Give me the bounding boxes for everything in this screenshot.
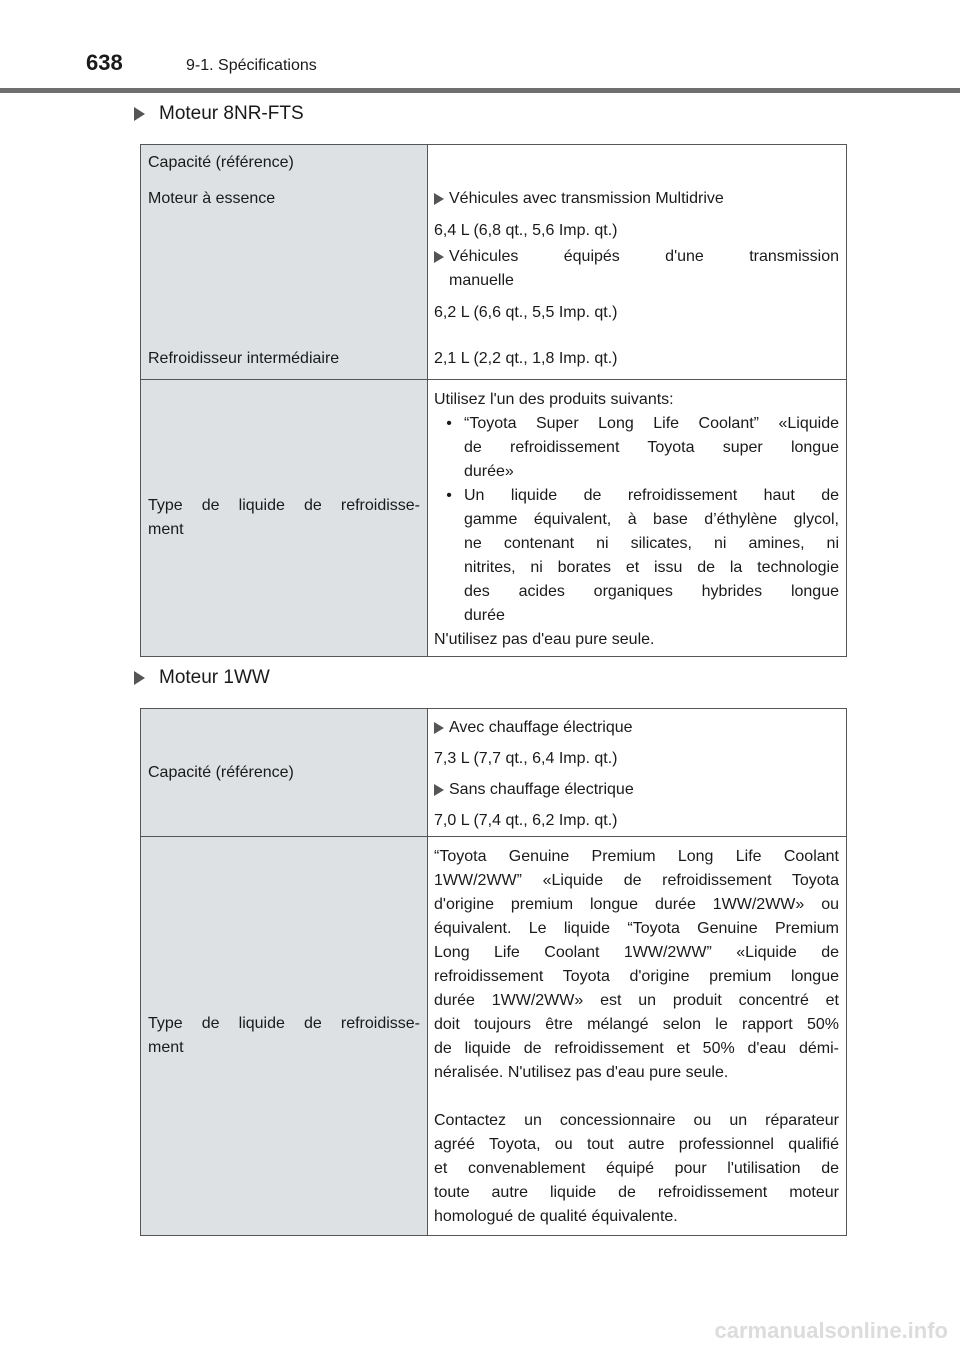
- intercooler-value: 2,1 L (2,2 qt., 1,8 Imp. qt.): [434, 350, 618, 367]
- table-row-capacity: [141, 145, 847, 380]
- multidrive-label: Véhicules avec transmission Multidrive: [449, 190, 724, 207]
- page-number: 638: [86, 50, 123, 75]
- bullet-dot-icon: •: [446, 415, 452, 432]
- triangle-bullet-icon: [434, 784, 444, 796]
- watermark: carmanualsonline.info: [714, 1318, 948, 1343]
- intercooler-label: Refroidisseur intermédiaire: [148, 350, 340, 367]
- heater-label: Avec chauffage électrique: [449, 719, 633, 736]
- capacity-value-cell: [428, 709, 847, 837]
- coolant-label-line: Type de liquide de refroidisse-: [148, 1015, 420, 1032]
- list-item: • “Toyota Super Long Life Coolant” «Liquide de refroidissement Toyota super longue durée»: [434, 412, 839, 484]
- coolant-paragraph-2: Contactez un concessionnaire ou un réparateur agréé Toyota, ou tout autre professionnel qualifié et convenablement équipé pour l'utilisation de toute autre liquide de refroidissement moteur homologué de qualité équivalente.: [434, 1112, 839, 1225]
- multidrive-value: 6,4 L (6,8 qt., 5,6 Imp. qt.): [434, 222, 618, 239]
- triangle-bullet-icon: [434, 251, 444, 263]
- header-rule: [0, 88, 960, 93]
- triangle-bullet-icon: [134, 107, 145, 121]
- triangle-bullet-icon: [434, 722, 444, 734]
- table-row-coolant: [141, 380, 847, 657]
- coolant-label-line: Type de liquide de refroidisse-: [148, 497, 420, 514]
- noheater-value: 7,0 L (7,4 qt., 6,2 Imp. qt.): [434, 812, 618, 829]
- triangle-bullet-icon: [434, 193, 444, 205]
- engine-label: Moteur à essence: [148, 190, 276, 207]
- coolant-label-cell: [141, 837, 428, 1236]
- capacity-title: Capacité (référence): [148, 763, 294, 781]
- bullet-dot-icon: •: [446, 487, 452, 504]
- heading-text: Moteur 8NR-FTS: [159, 103, 304, 124]
- manual-label-line: Véhicules équipés d'une transmission: [449, 248, 839, 265]
- capacity-label-cell: [141, 145, 428, 380]
- noheater-label: Sans chauffage électrique: [449, 781, 634, 798]
- coolant-label-cell: [141, 380, 428, 657]
- manual-label-line: manuelle: [449, 272, 514, 289]
- list-item: • Un liquide de refroidissement haut de gamme équivalent, à base d’éthylène glycol, ne contenant ni silicates, ni amines, ni nitrites, ni borates et issu de la technologie des acides organiques hybrides longue durée: [434, 484, 839, 628]
- coolant-intro: Utilisez l'un des produits suivants:: [434, 391, 674, 408]
- heading-1ww: [134, 667, 270, 689]
- manual-value: 6,2 L (6,6 qt., 5,5 Imp. qt.): [434, 304, 618, 321]
- triangle-bullet-icon: [134, 671, 145, 685]
- coolant-value-cell: [428, 837, 847, 1236]
- multidrive-row: [434, 187, 839, 211]
- table-row-coolant: [141, 837, 847, 1236]
- manual-row: [434, 245, 839, 293]
- heading-text: Moteur 1WW: [159, 667, 270, 688]
- noheater-row: [434, 778, 839, 802]
- spec-table-1ww: [140, 708, 847, 1236]
- coolant-note: N'utilisez pas d'eau pure seule.: [434, 631, 655, 648]
- heater-value: 7,3 L (7,7 qt., 6,4 Imp. qt.): [434, 750, 618, 767]
- capacity-title: Capacité (référence): [148, 154, 294, 171]
- heater-row: [434, 716, 839, 740]
- section-title: 9-1. Spécifications: [186, 57, 317, 74]
- capacity-label-cell: [141, 709, 428, 837]
- capacity-value-cell: [428, 145, 847, 380]
- table-row-capacity: [141, 709, 847, 837]
- spec-table-8nr-fts: [140, 144, 847, 657]
- coolant-paragraph-1: “Toyota Genuine Premium Long Life Coolant 1WW/2WW” «Liquide de refroidissement Toyota d'origine premium longue durée 1WW/2WW» ou équivalent. Le liquide “Toyota Genuine Premium Long Life Coolant 1WW/2WW” «Liquide de refroidissement Toyota d'origine premium longue durée 1WW/2WW» est un produit concentré et doit toujours être mélangé selon le rapport 50% de liquide de refroidissement et 50% d'eau démi- néralisée. N'utilisez pas d'eau pure seule.: [434, 848, 839, 1081]
- heading-8nr-fts: [134, 103, 304, 125]
- coolant-value-cell: [428, 380, 847, 657]
- coolant-label-line: ment: [148, 521, 184, 538]
- coolant-label-line: ment: [148, 1039, 184, 1056]
